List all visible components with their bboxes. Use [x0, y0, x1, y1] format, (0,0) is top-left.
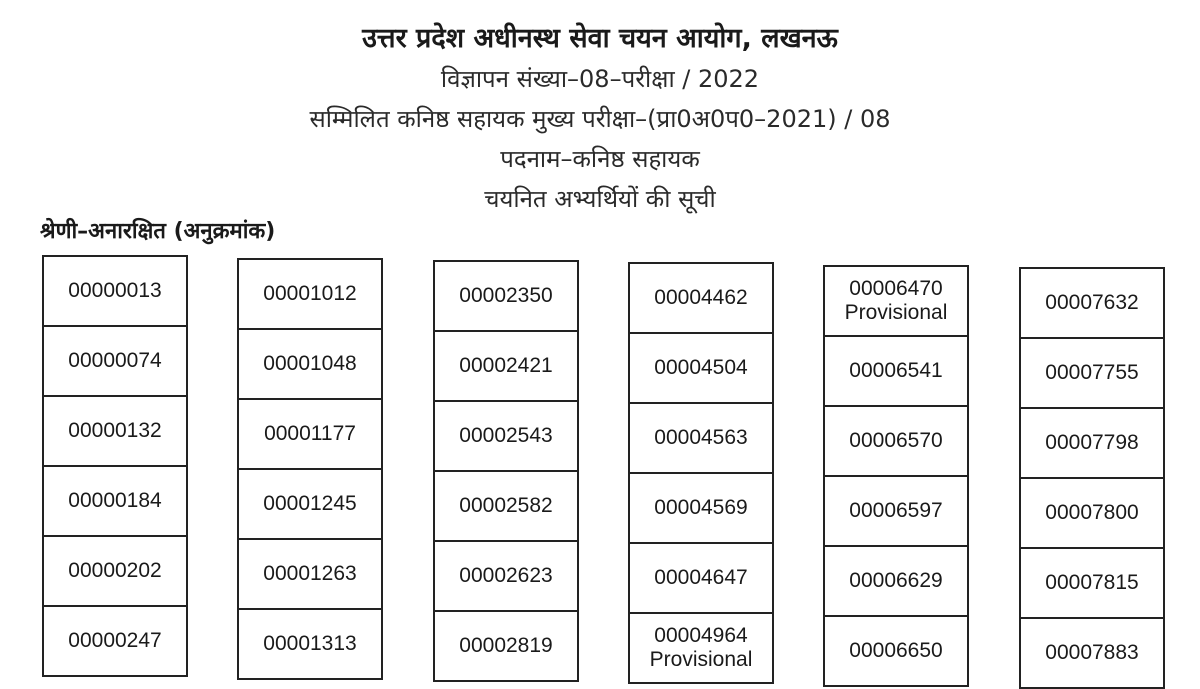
roll-number: 00002623 — [459, 564, 553, 587]
roll-cell — [630, 544, 772, 614]
roll-number: 00002543 — [459, 424, 553, 447]
roll-cell — [1021, 549, 1163, 619]
roll-cell — [44, 467, 186, 537]
roll-cell — [630, 404, 772, 474]
roll-cell — [825, 617, 967, 687]
roll-number: 00001048 — [263, 352, 357, 375]
roll-cell — [239, 330, 381, 400]
roll-number: 00004964 — [654, 624, 748, 647]
roll-number: 00001313 — [263, 632, 357, 655]
roll-cell — [44, 397, 186, 467]
roll-cell — [44, 607, 186, 677]
commission-title: उत्तर प्रदेश अधीनस्थ सेवा चयन आयोग, लखनऊ — [362, 23, 838, 54]
roll-number: 00004462 — [654, 286, 748, 309]
roll-number: 00004504 — [654, 356, 748, 379]
roll-cell — [1021, 339, 1163, 409]
roll-number: 00000184 — [68, 489, 162, 512]
roll-number: 00001177 — [264, 422, 356, 445]
roll-cell — [825, 547, 967, 617]
roll-number: 00001245 — [263, 492, 357, 515]
roll-cell — [44, 257, 186, 327]
roll-cell — [630, 334, 772, 404]
roll-number: 00002350 — [459, 284, 553, 307]
roll-number: 00000132 — [68, 419, 162, 442]
roll-number: 00000202 — [68, 559, 162, 582]
roll-cell — [435, 472, 577, 542]
roll-column — [823, 265, 969, 687]
roll-number: 00006570 — [849, 429, 943, 452]
roll-cell — [239, 400, 381, 470]
roll-number: 00000247 — [68, 629, 162, 652]
roll-cell — [1021, 409, 1163, 479]
roll-number: 00004563 — [654, 426, 748, 449]
provisional-note: Provisional — [844, 301, 948, 324]
roll-number: 00007883 — [1045, 641, 1139, 664]
roll-column — [237, 258, 383, 680]
roll-cell — [630, 264, 772, 334]
roll-number: 00002819 — [459, 634, 553, 657]
roll-cell — [630, 614, 772, 684]
roll-column — [1019, 267, 1165, 689]
roll-cell — [1021, 479, 1163, 549]
roll-cell — [825, 267, 967, 337]
roll-column — [42, 255, 188, 677]
roll-number: 00002421 — [459, 354, 553, 377]
roll-number: 00006470 — [849, 277, 943, 300]
roll-cell — [630, 474, 772, 544]
roll-column — [628, 262, 774, 684]
roll-cell — [239, 610, 381, 680]
roll-cell — [239, 470, 381, 540]
roll-number: 00002582 — [459, 494, 553, 517]
roll-cell — [44, 327, 186, 397]
roll-cell — [435, 542, 577, 612]
roll-number: 00007755 — [1045, 361, 1139, 384]
advertisement-number: विज्ञापन संख्या–08–परीक्षा / 2022 — [440, 65, 760, 93]
roll-cell — [239, 260, 381, 330]
roll-number: 00004569 — [654, 496, 748, 519]
roll-number: 00007800 — [1045, 501, 1139, 524]
roll-cell — [825, 337, 967, 407]
roll-cell — [825, 477, 967, 547]
roll-number: 00006629 — [849, 569, 943, 592]
roll-number: 00007815 — [1045, 571, 1139, 594]
category-heading: श्रेणी–अनारक्षित (अनुक्रमांक) — [40, 219, 276, 244]
roll-number: 00006541 — [849, 359, 943, 382]
roll-number: 00000074 — [68, 349, 162, 372]
roll-column — [433, 260, 579, 682]
list-title: चयनित अभ्यर्थियों की सूची — [484, 185, 716, 213]
roll-number: 00006650 — [849, 639, 943, 662]
roll-number: 00004647 — [654, 566, 748, 589]
provisional-note: Provisional — [649, 648, 753, 671]
exam-name: सम्मिलित कनिष्ठ सहायक मुख्य परीक्षा–(प्रा0अ0प0–2021) / 08 — [309, 105, 891, 133]
roll-cell — [1021, 619, 1163, 689]
roll-cell — [435, 612, 577, 682]
post-name: पदनाम–कनिष्ठ सहायक — [500, 145, 700, 173]
roll-cell — [825, 407, 967, 477]
roll-number: 00006597 — [849, 499, 943, 522]
roll-number: 00000013 — [68, 279, 162, 302]
roll-number: 00001263 — [263, 562, 357, 585]
roll-number: 00007632 — [1045, 291, 1139, 314]
roll-number: 00001012 — [263, 282, 357, 305]
roll-cell — [44, 537, 186, 607]
roll-cell — [435, 402, 577, 472]
roll-cell — [239, 540, 381, 610]
roll-cell — [435, 332, 577, 402]
roll-cell — [435, 262, 577, 332]
roll-number: 00007798 — [1045, 431, 1139, 454]
roll-cell — [1021, 269, 1163, 339]
